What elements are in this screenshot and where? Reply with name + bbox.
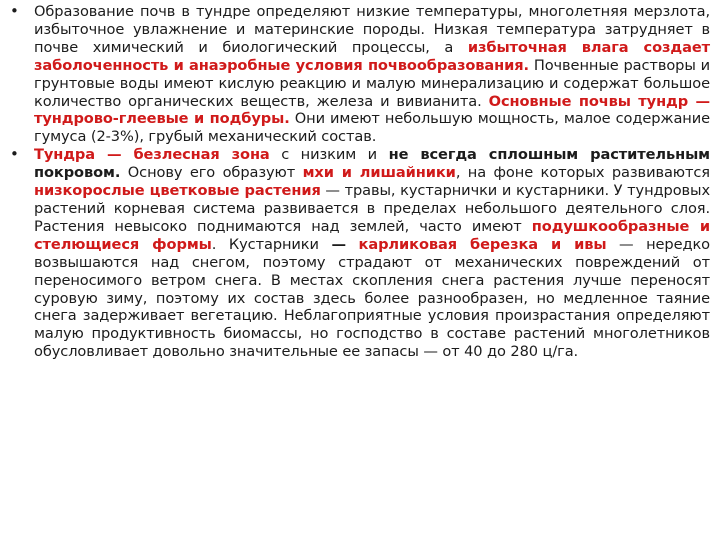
highlight-run: Основные почвы тундр — тундрово-глеевые и подбуры.: [34, 92, 710, 128]
bullet-list: [10, 3, 710, 361]
bullet-marker: •: [10, 2, 19, 20]
highlight-run: низкорослые цветковые растения: [34, 182, 321, 200]
highlight-run: мхи и лишайники: [302, 164, 456, 182]
text-run: . Кустарники: [211, 235, 332, 253]
highlight-run: подушкообразные и стелющиеся формы: [34, 217, 710, 253]
text-run: Основу его образуют: [120, 164, 303, 182]
highlight-run: Тундра — безлесная зона: [34, 146, 270, 164]
text-run: с низким и: [269, 146, 389, 164]
bold-run: не всегда сплошным растительным покровом.: [34, 146, 711, 182]
bold-run: —: [331, 235, 346, 253]
text-run: , на фоне которых развиваются: [455, 164, 710, 182]
text-run: Почвенные растворы и грунтовые воды имеют кислую реакцию и малую минерализацию и содержат большое количество органических веществ, железа и вивианита.: [34, 56, 710, 110]
bullet-soils: [10, 3, 710, 146]
highlight-run: карликовая березка и ивы: [358, 235, 607, 253]
text-run: — травы, кустарнички и кустарники. У тундровых растений корневая система развивается в пределах небольшого деятельного слоя. Растения невысоко поднимаются над землей, часто имеют: [34, 182, 710, 235]
text-run: — нередко возвышаются над снегом, поэтому страдают от механических повреждений от переносимого ветром снега. В местах скопления снега растения лучше переносят суровую зиму, поэтому их состав здесь более разнообразен, но медленное таяние снега задерживает вегетацию. Неблагоприятные условия произрастания определяют малую продуктивность биомассы, но господство в составе растений многолетников обусловливает довольно значительные ее запасы — от 40 до 280 ц/га.: [34, 235, 710, 361]
text-run: Образование почв в тундре определяют низкие температуры, многолетняя мерзлота, избыточное увлажнение и материнские породы. Низкая температура затрудняет в почве химический и биологический процессы, а: [34, 3, 710, 56]
text-run: Они имеют небольшую мощность, малое содержание гумуса (2-3%), грубый механический состав.: [34, 110, 711, 146]
highlight-run: избыточная влага создает заболоченность и анаэробные условия почвообразования.: [34, 38, 710, 74]
bullet-marker: •: [10, 145, 19, 164]
bullet-vegetation: [10, 146, 710, 361]
text-run: [346, 236, 359, 253]
